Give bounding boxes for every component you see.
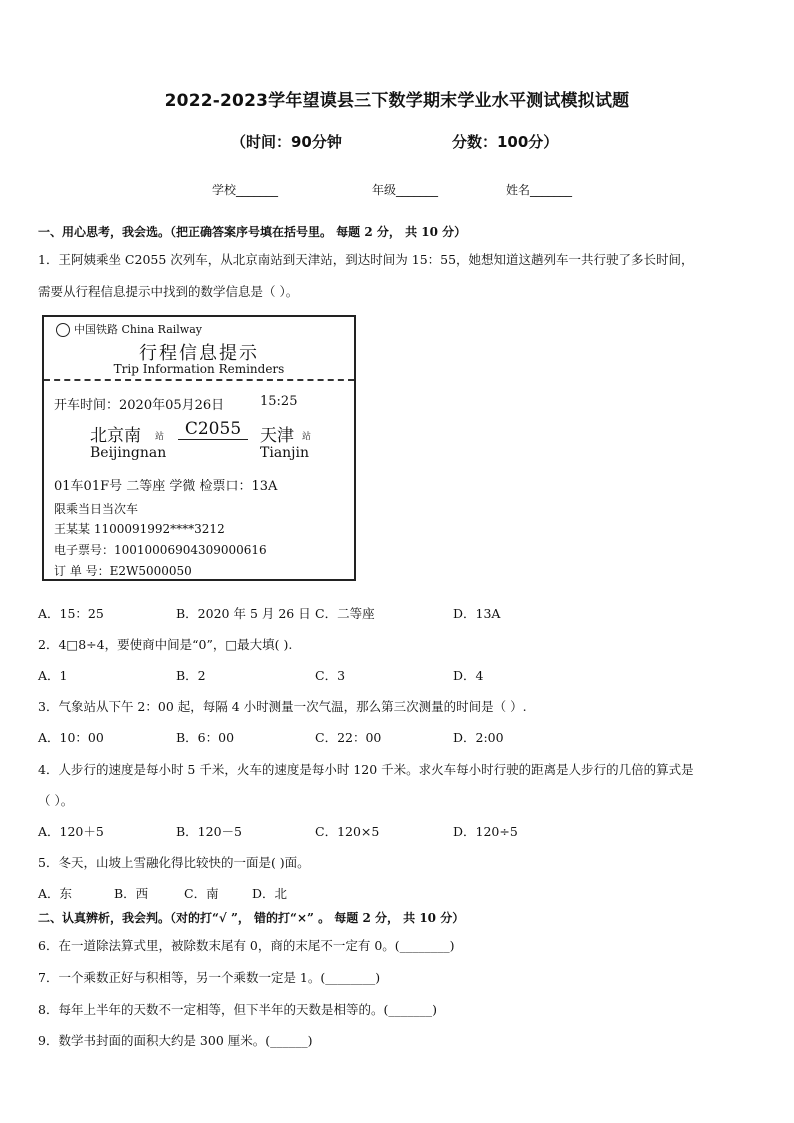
q1-option-c: C．二等座 bbox=[315, 606, 375, 621]
q5-option-b: B．西 bbox=[114, 886, 149, 901]
score-label: 分数：100分） bbox=[452, 133, 559, 151]
q1-option-b: B．2020 年 5 月 26 日 bbox=[176, 606, 311, 621]
q1-option-d: D．13A bbox=[453, 606, 501, 621]
ticket-train-number: C2055 bbox=[178, 419, 248, 440]
q5-option-c: C．南 bbox=[184, 886, 219, 901]
page-title: 2022-2023学年望谟县三下数学期末学业水平测试模拟试题 bbox=[164, 91, 630, 111]
name-field: 姓名_______ bbox=[506, 183, 573, 197]
q4-option-a: A．120＋5 bbox=[38, 824, 104, 839]
q3-option-c: C．22：00 bbox=[315, 730, 382, 745]
section-1-heading: 一、用心思考，我会选。（把正确答案序号填在括号里。 每题 2 分， 共 10 分） bbox=[38, 225, 467, 239]
ticket-to-suffix: 站 bbox=[302, 432, 312, 442]
ticket-to: 天津 bbox=[260, 426, 294, 446]
ticket-to-en: Tianjin bbox=[260, 445, 310, 461]
ticket-divider bbox=[44, 379, 354, 381]
ticket-heading-en: Trip Information Reminders bbox=[113, 362, 285, 376]
school-field: 学校_______ bbox=[212, 183, 279, 197]
q2-option-a: A．1 bbox=[38, 668, 68, 683]
ticket-from-suffix: 站 bbox=[155, 432, 165, 442]
q5-option-a: A．东 bbox=[38, 886, 73, 901]
q2-option-b: B．2 bbox=[176, 668, 206, 683]
ticket-depart-time: 15:25 bbox=[260, 394, 298, 409]
question-6: 6．在一道除法算式里，被除数末尾有 0，商的末尾不一定有 0。(________) bbox=[38, 938, 455, 953]
trip-info-ticket bbox=[42, 315, 356, 581]
ticket-brand: 中国铁路 China Railway bbox=[74, 323, 202, 336]
question-2: 2．4□8÷4，要使商中间是“0”，□最大填( ). bbox=[38, 637, 293, 652]
question-4-line-1: 4．人步行的速度是每小时 5 千米，火车的速度是每小时 120 千米。求火车每小时行驶的距离是人步行的几倍的算式是 bbox=[38, 762, 694, 777]
question-8: 8．每年上半年的天数不一定相等，但下半年的天数是相等的。(_______) bbox=[38, 1002, 437, 1017]
q1-option-a: A．15：25 bbox=[38, 606, 104, 621]
ticket-from: 北京南 bbox=[90, 426, 141, 446]
question-7: 7．一个乘数正好与积相等，另一个乘数一定是 1。(________) bbox=[38, 970, 381, 985]
question-3: 3．气象站从下午 2：00 起，每隔 4 小时测量一次气温，那么第三次测量的时间是（ ）. bbox=[38, 699, 527, 714]
ticket-heading: 行程信息提示 bbox=[139, 343, 259, 364]
question-9: 9．数学书封面的面积大约是 300 厘米。(______) bbox=[38, 1033, 313, 1048]
ticket-limit: 限乘当日当次车 bbox=[54, 502, 139, 516]
ticket-seat: 01车01F号 二等座 学微 检票口：13A bbox=[54, 479, 278, 494]
q3-option-b: B．6：00 bbox=[176, 730, 235, 745]
ticket-from-en: Beijingnan bbox=[90, 445, 167, 461]
q2-option-d: D．4 bbox=[453, 668, 484, 683]
question-5: 5．冬天，山坡上雪融化得比较快的一面是( )面。 bbox=[38, 855, 310, 870]
q5-option-d: D．北 bbox=[252, 886, 288, 901]
q3-option-a: A．10：00 bbox=[38, 730, 104, 745]
q4-option-d: D．120÷5 bbox=[453, 824, 518, 839]
q4-option-b: B．120－5 bbox=[176, 824, 242, 839]
grade-field: 年级_______ bbox=[372, 183, 439, 197]
section-2-heading: 二、认真辨析，我会判。（对的打“√ ”， 错的打“×” 。 每题 2 分， 共 10 分） bbox=[38, 911, 465, 925]
question-1-line-2: 需要从行程信息提示中找到的数学信息是（ ）。 bbox=[38, 284, 299, 299]
ticket-eticket: 电子票号：1001000690430900061​6 bbox=[54, 543, 267, 557]
ticket-order: 订 单 号：E2W5000050 bbox=[54, 564, 192, 578]
ticket-depart: 开车时间：2020年05月26日 bbox=[54, 398, 225, 413]
question-1-line-1: 1．王阿姨乘坐 C2055 次列车，从北京南站到天津站，到达时间为 15：55，她想知道这趟列车一共行驶了多长时间， bbox=[38, 252, 694, 267]
china-railway-logo-icon bbox=[56, 323, 70, 337]
q2-option-c: C．3 bbox=[315, 668, 346, 683]
time-label: （时间：90分钟 bbox=[231, 133, 342, 151]
q3-option-d: D．2:00 bbox=[453, 730, 504, 745]
q4-option-c: C．120×5 bbox=[315, 824, 380, 839]
question-4-line-2: （ ）。 bbox=[38, 793, 74, 808]
ticket-passenger: 王某某 1100091992****3212 bbox=[54, 522, 225, 536]
